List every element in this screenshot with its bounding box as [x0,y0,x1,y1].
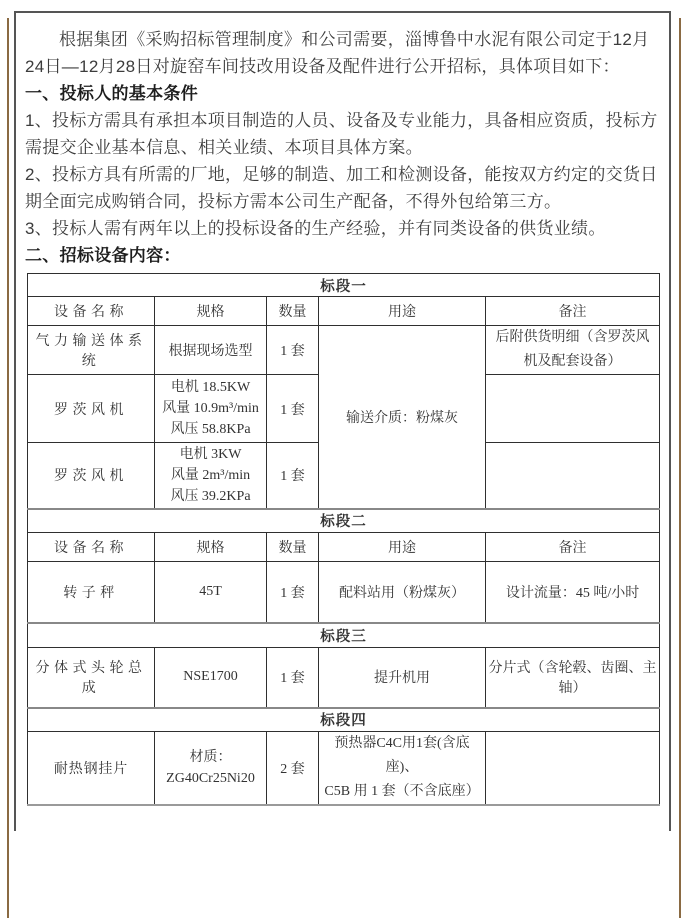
note-text: 后附供货明细（含罗茨风机及配套设备） [495,330,650,369]
cell-note [486,326,660,375]
spec-line: ZG40Cr25Ni20 [166,771,255,786]
cell-qty: 1 套 [267,648,319,708]
column-header-note: 备注 [486,533,660,562]
cell-equipment-name: 耐热钢挂片 [28,732,155,806]
section2-banner-row [28,509,660,533]
cell-note: 设计流量：45 吨/小时 [486,562,660,623]
cell-equipment-name: 转子秤 [28,562,155,623]
cell-qty: 2 套 [267,732,319,806]
intro-section [25,26,663,269]
column-header-spec: 规格 [155,533,267,562]
cell-use-merged: 输送介质：粉煤灰 [319,326,486,509]
cell-note [486,443,660,509]
condition-item-3: 3、投标人需有两年以上的投标设备的生产经验，并有同类设备的供货业绩。 [25,219,606,238]
document-page [14,11,671,831]
cell-equipment-name: 气力输送体系统 [28,326,155,375]
cell-spec: 45T [155,562,267,623]
spec-line: 电机 18.5KW [170,380,251,395]
column-header-use: 用途 [319,297,486,326]
section4-banner-row [28,708,660,732]
cell-qty: 1 套 [267,326,319,375]
section3-banner: 标段三 [28,623,660,648]
column-header-use: 用途 [319,533,486,562]
section-heading-equipment-content: 二、招标设备内容： [25,246,181,265]
table-row [28,326,660,375]
condition-item-1: 1、投标方需具有承担本项目制造的人员、设备及专业能力，具备相应资质，投标方需提交企业基本信息、相关业绩、本项目具体方案。 [25,111,658,157]
spec-line: 风量 2m³/min [170,467,251,483]
section1-banner: 标段一 [28,274,660,297]
section4-banner: 标段四 [28,708,660,732]
section1-banner-row [28,274,660,297]
cell-equipment-name: 分体式头轮总成 [28,648,155,708]
use-line: C5B 用 1 套（不含底座） [324,784,480,799]
section-heading-bidder-conditions: 一、投标人的基本条件 [25,84,198,103]
cell-note: 分片式（含轮毂、齿圈、主轴） [486,648,660,708]
use-line: 预热器C4C用1套(含底座)、 [334,736,470,775]
column-header-name: 设备名称 [28,297,155,326]
spec-line: 风压 39.2KPa [170,488,251,504]
section3-banner-row [28,623,660,648]
cell-use: 提升机用 [319,648,486,708]
table-row [28,562,660,623]
cell-spec [155,375,267,443]
column-header-note: 备注 [486,297,660,326]
column-header-qty: 数量 [267,533,319,562]
cell-spec: 根据现场选型 [155,326,267,375]
section2-header-row [28,533,660,562]
section2-banner: 标段二 [28,509,660,533]
cell-spec: NSE1700 [155,648,267,708]
cell-spec [155,443,267,509]
cell-use: 配料站用（粉煤灰） [319,562,486,623]
spec-line: 电机 3KW [179,446,242,462]
cell-qty: 1 套 [267,443,319,509]
column-header-qty: 数量 [267,297,319,326]
cell-qty: 1 套 [267,562,319,623]
cell-qty: 1 套 [267,375,319,443]
cell-note [486,375,660,443]
spec-line: 材质： [189,750,232,765]
column-header-spec: 规格 [155,297,267,326]
table-row [28,648,660,708]
spec-line: 风量 10.9m³/min [162,401,259,416]
intro-paragraph: 根据集团《采购招标管理制度》和公司需要，淄博鲁中水泥有限公司定于12月24日—12月28日对旋窑车间技改用设备及配件进行公开招标，具体项目如下： [25,30,650,76]
tender-equipment-table [27,273,660,806]
column-header-name: 设备名称 [28,533,155,562]
cell-equipment-name: 罗茨风机 [28,443,155,509]
spec-line: 风压 58.8KPa [170,422,251,437]
section1-header-row [28,297,660,326]
cell-equipment-name: 罗茨风机 [28,375,155,443]
condition-item-2: 2、投标方具有所需的厂地，足够的制造、加工和检测设备，能按双方约定的交货日期全面完成购销合同，投标方需本公司生产配备，不得外包给第三方。 [25,165,658,211]
